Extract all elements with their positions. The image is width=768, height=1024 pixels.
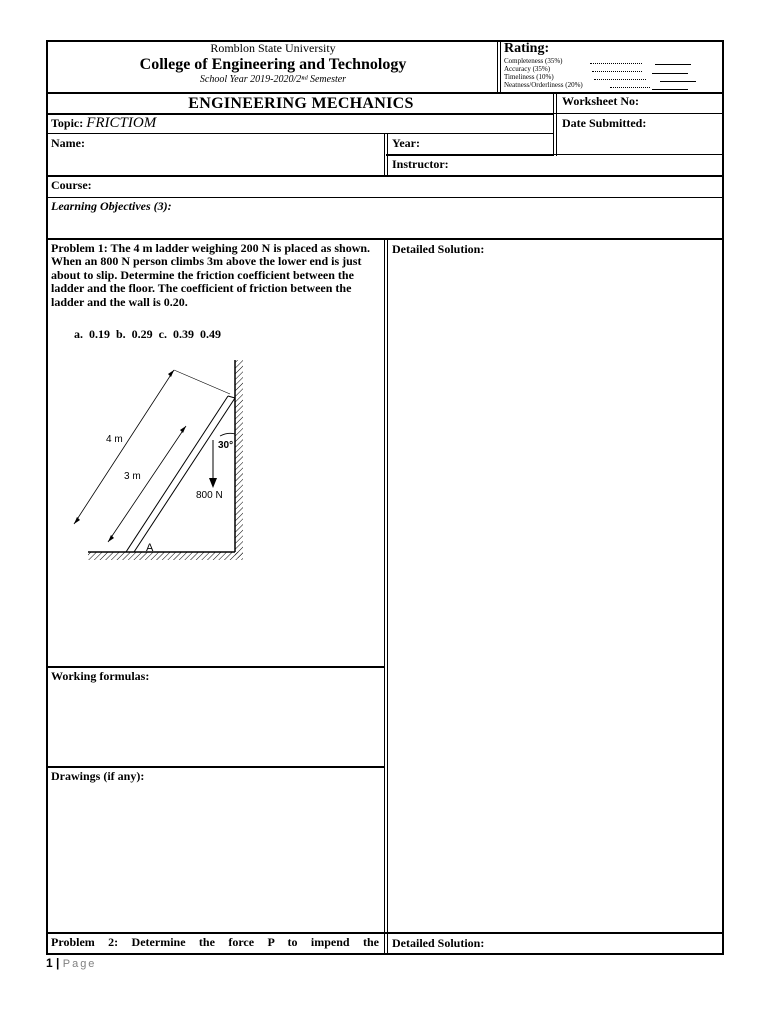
page-separator: | <box>56 956 60 970</box>
label-3m: 3 m <box>124 471 141 482</box>
ladder-top <box>228 396 235 398</box>
page-word: Page <box>62 958 97 970</box>
detailed-solution-label-2: Detailed Solution: <box>392 936 485 950</box>
main-divider <box>384 240 388 955</box>
formulas-rule <box>46 666 384 668</box>
course-rule <box>46 197 724 198</box>
working-formulas-label: Working formulas: <box>51 669 150 683</box>
name-row-rule <box>46 175 724 177</box>
rating-item-completeness: Completeness (35%) <box>504 57 563 65</box>
rating-line-3 <box>660 81 696 82</box>
rating-divider <box>497 41 501 92</box>
dimension-3m-arrow-top <box>180 426 186 433</box>
worksheet-divider <box>553 93 557 156</box>
page-number: 1 <box>46 956 53 970</box>
rating-line-2 <box>652 73 688 74</box>
topic-field[interactable] <box>51 115 156 132</box>
page-footer <box>46 956 96 970</box>
rating-line-1 <box>655 64 691 65</box>
school-year: School Year 2019-2020/2ⁿᵈ Semester <box>199 74 347 85</box>
course-label: Course: <box>51 178 92 192</box>
wall-hatch <box>235 360 243 558</box>
label-4m: 4 m <box>106 434 123 445</box>
problem-2-text: Problem 2: Determine the force P to impend the <box>51 935 379 949</box>
ladder-diagram <box>70 352 260 572</box>
rating-item-timeliness: Timeliness (10%) <box>504 73 554 81</box>
course-title: ENGINEERING MECHANICS <box>188 95 414 112</box>
problem-1-text: Problem 1: The 4 m ladder weighing 200 N is placed as shown. When an 800 N person climbs 3m above the lower end is just about to slip. Determine the friction coefficient between the ladder and the floor. The coefficient of friction between the ladder and the wall is 0.20. <box>51 241 371 309</box>
date-rule <box>554 154 724 155</box>
year-rule <box>386 154 554 156</box>
topic-label: Topic: <box>51 116 84 130</box>
topic-value: FRICTIOM <box>86 115 157 131</box>
name-label: Name: <box>51 136 85 150</box>
university-name: Romblon State University <box>210 41 336 55</box>
drawings-rule <box>46 766 384 768</box>
rating-title: Rating: <box>504 41 550 56</box>
college-name: College of Engineering and Technology <box>139 56 407 73</box>
load-arrow-head <box>209 478 217 488</box>
dimension-4m-arrow-top <box>168 370 174 377</box>
drawings-label: Drawings (if any): <box>51 769 145 783</box>
problem-2-rule <box>46 932 724 934</box>
dimension-4m-ext <box>174 370 230 394</box>
rating-line-4 <box>652 89 688 90</box>
label-angle: 30° <box>218 440 234 451</box>
problem-1-choices: a. 0.19 b. 0.29 c. 0.39 0.49 <box>74 327 221 341</box>
instructor-label: Instructor: <box>392 157 449 171</box>
angle-arc <box>220 433 235 436</box>
rating-blank-4[interactable] <box>610 87 650 88</box>
rating-item-neatness: Neatness/Orderliness (20%) <box>504 81 583 89</box>
rating-blank-1[interactable] <box>590 63 642 64</box>
floor-hatch <box>88 552 243 560</box>
dimension-4m-arrow-bottom <box>74 517 80 524</box>
worksheet-rule <box>554 113 724 114</box>
label-point-a: A <box>146 542 154 554</box>
ladder-edge-right <box>134 398 235 552</box>
rating-item-accuracy: Accuracy (35%) <box>504 65 551 73</box>
worksheet-no-label: Worksheet No: <box>562 94 639 108</box>
label-force: 800 N <box>196 490 223 501</box>
topic-rule <box>46 133 554 134</box>
detailed-solution-label-1: Detailed Solution: <box>392 242 485 256</box>
rating-blank-3[interactable] <box>594 79 646 80</box>
learning-objectives-label: Learning Objectives (3): <box>51 199 172 213</box>
rating-blank-2[interactable] <box>592 71 642 72</box>
date-submitted-label: Date Submitted: <box>562 116 647 130</box>
dimension-3m-arrow-bottom <box>108 535 114 542</box>
year-label: Year: <box>392 136 420 150</box>
